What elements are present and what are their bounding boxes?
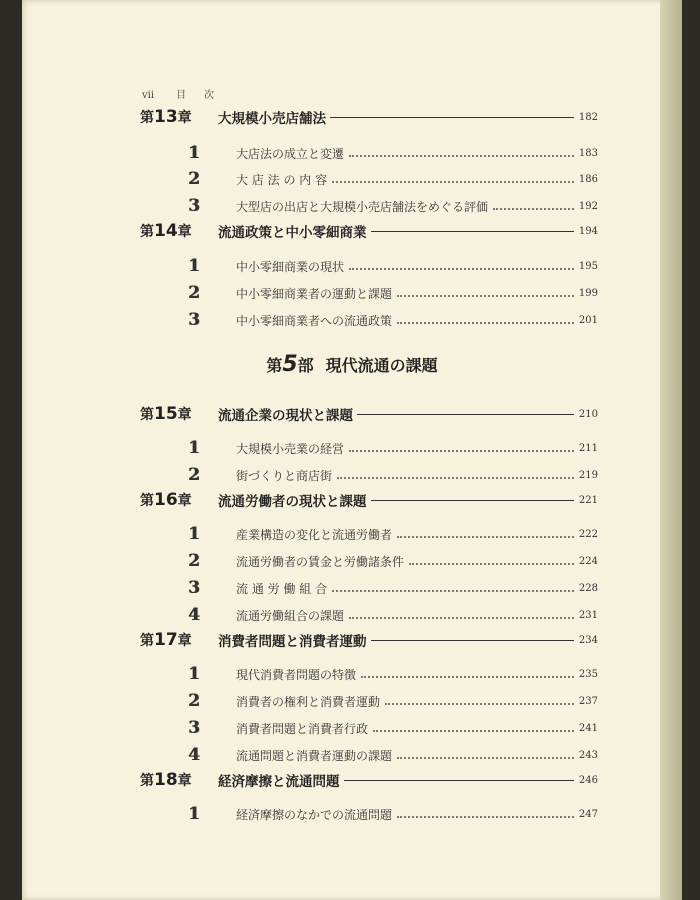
- page-number: 199: [578, 287, 598, 299]
- part-heading: [22, 352, 682, 377]
- leader-rule: [357, 414, 574, 415]
- leader-dots: [397, 816, 574, 818]
- chapter-title: 流通政策と中小零細商業: [218, 225, 367, 241]
- section-title: 街づくりと商店街: [236, 468, 333, 483]
- section-number: 3: [188, 310, 200, 330]
- leader-dots: [361, 676, 574, 678]
- page-number: 235: [578, 668, 598, 680]
- section-number: 3: [188, 196, 200, 216]
- section-number: 2: [188, 283, 200, 303]
- section-entry[interactable]: [188, 605, 598, 625]
- leader-rule: [371, 640, 575, 641]
- leader-dots: [349, 450, 574, 452]
- page-number: 247: [578, 808, 598, 820]
- section-number: 3: [188, 718, 200, 738]
- section-entry[interactable]: [188, 745, 598, 765]
- leader-dots: [397, 757, 574, 759]
- chapter-label: 第15章: [140, 404, 192, 424]
- chapter-entry[interactable]: [140, 770, 598, 790]
- section-entry[interactable]: [188, 143, 598, 163]
- leader-dots: [397, 295, 574, 297]
- leader-dots: [332, 590, 574, 592]
- section-title: 流 通 労 働 組 合: [236, 581, 328, 596]
- leader-dots: [385, 703, 574, 705]
- section-number: 1: [188, 804, 200, 824]
- section-number: 1: [188, 438, 200, 458]
- page-number: 228: [578, 582, 598, 594]
- section-entry[interactable]: [188, 664, 598, 684]
- section-title: 消費者問題と消費者行政: [236, 721, 369, 736]
- chapter-entry[interactable]: [140, 404, 598, 424]
- section-title: 流通労働組合の課題: [236, 608, 345, 623]
- page-number: 221: [578, 494, 598, 506]
- section-entry[interactable]: [188, 196, 598, 216]
- page-number: 219: [578, 469, 598, 481]
- section-title: 大型店の出店と大規模小売店舗法をめぐる評価: [236, 199, 489, 214]
- section-number: 3: [188, 578, 200, 598]
- section-entry[interactable]: [188, 465, 598, 485]
- section-title: 経済摩擦のなかでの流通問題: [236, 807, 393, 822]
- section-title: 産業構造の変化と流通労働者: [236, 527, 393, 542]
- page-number: 243: [578, 749, 598, 761]
- leader-dots: [349, 617, 574, 619]
- part-suffix: 部: [297, 356, 314, 375]
- page-edge: [660, 0, 682, 900]
- chapter-title: 流通労働者の現状と課題: [218, 494, 367, 510]
- section-entry[interactable]: [188, 256, 598, 276]
- leader-rule: [330, 117, 574, 118]
- part-title: 現代流通の課題: [325, 356, 438, 375]
- section-number: 2: [188, 169, 200, 189]
- part-number: 5: [282, 352, 298, 377]
- leader-dots: [397, 322, 574, 324]
- chapter-label: 第16章: [140, 490, 192, 510]
- section-entry[interactable]: [188, 718, 598, 738]
- page-number: 194: [578, 225, 598, 237]
- section-title: 大店法の成立と変遷: [236, 146, 345, 161]
- section-number: 4: [188, 605, 200, 625]
- section-number: 1: [188, 256, 200, 276]
- leader-dots: [493, 208, 574, 210]
- section-entry[interactable]: [188, 691, 598, 711]
- section-number: 2: [188, 691, 200, 711]
- chapter-entry[interactable]: [140, 630, 598, 650]
- section-entry[interactable]: [188, 804, 598, 824]
- page-number: 222: [578, 528, 598, 540]
- chapter-entry[interactable]: [140, 490, 598, 510]
- section-title: 現代消費者問題の特徴: [236, 667, 357, 682]
- chapter-label: 第14章: [140, 221, 192, 241]
- page-number: 192: [578, 200, 598, 212]
- page-number: 241: [578, 722, 598, 734]
- section-entry[interactable]: [188, 578, 598, 598]
- section-entry[interactable]: [188, 438, 598, 458]
- page-number: 186: [578, 173, 598, 185]
- chapter-label: 第17章: [140, 630, 192, 650]
- page-number: 237: [578, 695, 598, 707]
- section-title: 大規模小売業の経営: [236, 441, 345, 456]
- section-number: 1: [188, 143, 200, 163]
- section-number: 4: [188, 745, 200, 765]
- header-word-1: 目: [176, 90, 186, 101]
- leader-dots: [409, 563, 574, 565]
- leader-dots: [337, 477, 574, 479]
- part-prefix: 第: [266, 356, 283, 375]
- chapter-entry[interactable]: [140, 107, 598, 127]
- leader-rule: [344, 780, 575, 781]
- leader-rule: [371, 231, 575, 232]
- section-number: 1: [188, 524, 200, 544]
- leader-dots: [397, 536, 574, 538]
- section-title: 流通労働者の賃金と労働諸条件: [236, 554, 405, 569]
- section-title: 流通問題と消費者運動の課題: [236, 748, 393, 763]
- chapter-entry[interactable]: [140, 221, 598, 241]
- header-word-2: 次: [204, 90, 214, 101]
- page-number: 182: [578, 111, 598, 123]
- leader-dots: [373, 730, 574, 732]
- section-number: 2: [188, 551, 200, 571]
- section-entry[interactable]: [188, 551, 598, 571]
- section-entry[interactable]: [188, 310, 598, 330]
- chapter-title: 流通企業の現状と課題: [218, 408, 353, 424]
- page-number: 246: [578, 774, 598, 786]
- chapter-label: 第13章: [140, 107, 192, 127]
- running-header: [142, 86, 214, 101]
- section-title: 中小零細商業の現状: [236, 259, 345, 274]
- header-page-number: vii: [142, 90, 155, 101]
- chapter-title: 消費者問題と消費者運動: [218, 634, 367, 650]
- section-entry[interactable]: [188, 169, 598, 189]
- page-number: 183: [578, 147, 598, 159]
- leader-rule: [371, 500, 575, 501]
- page-number: 234: [578, 634, 598, 646]
- leader-dots: [349, 155, 574, 157]
- page-number: 224: [578, 555, 598, 567]
- page-number: 231: [578, 609, 598, 621]
- page-number: 211: [578, 442, 598, 454]
- section-number: 2: [188, 465, 200, 485]
- section-entry[interactable]: [188, 283, 598, 303]
- page-number: 195: [578, 260, 598, 272]
- section-title: 中小零細商業者への流通政策: [236, 313, 393, 328]
- leader-dots: [332, 181, 574, 183]
- leader-dots: [349, 268, 574, 270]
- chapter-title: 経済摩擦と流通問題: [218, 774, 340, 790]
- chapter-title: 大規模小売店舗法: [218, 111, 326, 127]
- book-page: [22, 0, 682, 900]
- page-number: 201: [578, 314, 598, 326]
- section-title: 大 店 法 の 内 容: [236, 172, 328, 187]
- section-title: 消費者の権利と消費者運動: [236, 694, 381, 709]
- section-number: 1: [188, 664, 200, 684]
- page-number: 210: [578, 408, 598, 420]
- section-entry[interactable]: [188, 524, 598, 544]
- chapter-label: 第18章: [140, 770, 192, 790]
- section-title: 中小零細商業者の運動と課題: [236, 286, 393, 301]
